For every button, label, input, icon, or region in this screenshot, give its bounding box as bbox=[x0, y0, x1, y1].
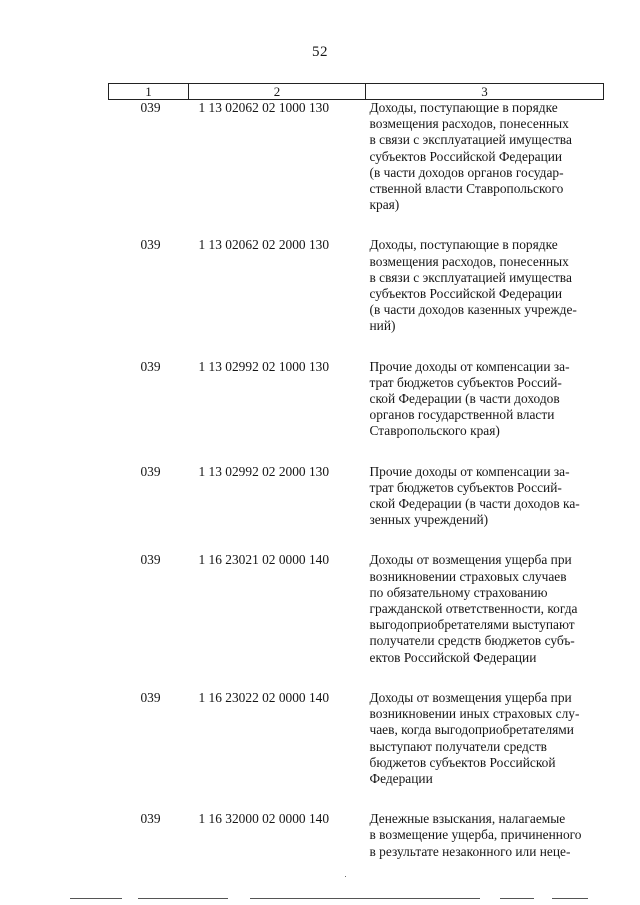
revenue-name-line: зенных учреждений) bbox=[369, 512, 489, 528]
table-row bbox=[109, 237, 604, 334]
revenue-name-line: возмещения расходов, понесенных bbox=[369, 253, 569, 269]
footer-rule-5 bbox=[552, 898, 588, 899]
revenue-name-line: в связи с эксплуатацией имущества bbox=[369, 269, 572, 285]
revenue-name-cell bbox=[366, 811, 604, 860]
row-spacer bbox=[109, 528, 604, 552]
revenue-name-line: ственной власти Ставропольского bbox=[369, 181, 564, 197]
row-spacer-cell bbox=[109, 440, 604, 464]
footer-rule-2 bbox=[138, 898, 228, 899]
kbk-code-cell: 1 13 02062 02 1000 130 bbox=[198, 100, 330, 115]
row-spacer bbox=[109, 213, 604, 237]
revenue-name-line: ний) bbox=[369, 318, 396, 334]
revenue-name-line: (в части доходов органов государ- bbox=[369, 164, 564, 180]
revenue-name-line: трат бюджетов субъектов Россий- bbox=[369, 479, 562, 495]
table-row bbox=[109, 359, 604, 440]
revenue-name-line: Доходы, поступающие в порядке bbox=[369, 237, 558, 253]
revenue-name-line: выгодоприобретателями выступают bbox=[369, 617, 575, 633]
revenue-name-line: Доходы, поступающие в порядке bbox=[369, 100, 558, 115]
admin-code-cell: 039 bbox=[140, 689, 161, 705]
footer-rule-4 bbox=[500, 898, 534, 899]
kbk-code-cell: 1 13 02992 02 1000 130 bbox=[198, 358, 330, 374]
admin-code-cell: 039 bbox=[140, 100, 161, 115]
revenue-name-line: ской Федерации (в части доходов ка- bbox=[369, 496, 580, 512]
scan-speck bbox=[345, 876, 346, 877]
table-body bbox=[109, 100, 604, 860]
row-spacer-cell bbox=[109, 213, 604, 237]
footer-rule-3 bbox=[250, 898, 480, 899]
revenue-name-line: Доходы от возмещения ущерба при bbox=[369, 689, 572, 705]
revenue-name-line: в возмещение ущерба, причиненного bbox=[369, 827, 582, 843]
revenue-name-line: в связи с эксплуатацией имущества bbox=[369, 132, 572, 148]
revenue-name-line: Ставропольского края) bbox=[369, 423, 500, 439]
table-row bbox=[109, 464, 604, 529]
page-number: 52 bbox=[312, 44, 328, 60]
revenue-name-cell bbox=[366, 237, 604, 334]
header-col-3: 3 bbox=[366, 84, 604, 100]
row-spacer-cell bbox=[109, 335, 604, 359]
header-col-2: 2 bbox=[189, 84, 366, 100]
kbk-code-cell: 1 16 23021 02 0000 140 bbox=[198, 552, 330, 568]
table-row bbox=[109, 811, 604, 860]
row-spacer-cell bbox=[109, 666, 604, 690]
footer-rule-1 bbox=[70, 898, 122, 899]
revenue-name-line: субъектов Российской Федерации bbox=[369, 286, 563, 302]
table-header bbox=[109, 84, 604, 100]
row-spacer bbox=[109, 666, 604, 690]
revenue-name-line: бюджетов субъектов Российской bbox=[369, 754, 556, 770]
admin-code-cell: 039 bbox=[140, 237, 161, 253]
kbk-code-cell: 1 13 02992 02 2000 130 bbox=[198, 463, 330, 479]
revenue-name-line: возникновении иных страховых слу- bbox=[369, 706, 580, 722]
revenue-name-cell bbox=[366, 690, 604, 787]
revenue-name-line: края) bbox=[369, 197, 400, 213]
revenue-name-line: ской Федерации (в части доходов bbox=[369, 391, 560, 407]
kbk-code-cell: 1 16 32000 02 0000 140 bbox=[198, 811, 330, 827]
revenue-name-line: гражданской ответственности, когда bbox=[369, 601, 578, 617]
revenue-name-line: Денежные взыскания, налагаемые bbox=[369, 811, 566, 827]
revenue-name-line: выступают получатели средств bbox=[369, 738, 547, 754]
kbk-code-cell: 1 16 23022 02 0000 140 bbox=[198, 689, 330, 705]
row-spacer-cell bbox=[109, 787, 604, 811]
table-row bbox=[109, 100, 604, 214]
revenue-name-line: органов государственной власти bbox=[369, 407, 555, 423]
revenue-name-line: получатели средств бюджетов субъ- bbox=[369, 633, 575, 649]
admin-code-cell: 039 bbox=[140, 811, 161, 827]
revenue-name-cell bbox=[366, 552, 604, 665]
revenue-name-line: в результате незаконного или неце- bbox=[369, 843, 571, 859]
row-spacer-cell bbox=[109, 528, 604, 552]
revenue-name-line: ектов Российской Федерации bbox=[369, 649, 537, 665]
revenue-name-line: Прочие доходы от компенсации за- bbox=[369, 463, 570, 479]
row-spacer bbox=[109, 335, 604, 359]
revenue-name-line: возникновении страховых случаев bbox=[369, 568, 567, 584]
admin-code-cell: 039 bbox=[140, 552, 161, 568]
revenue-codes-table bbox=[108, 83, 604, 860]
revenue-name-line: (в части доходов казенных учрежде- bbox=[369, 302, 577, 318]
row-spacer bbox=[109, 440, 604, 464]
table-header-row bbox=[109, 84, 604, 100]
revenue-name-line: возмещения расходов, понесенных bbox=[369, 116, 569, 132]
admin-code-cell: 039 bbox=[140, 358, 161, 374]
revenue-name-line: по обязательному страхованию bbox=[369, 584, 548, 600]
revenue-name-line: трат бюджетов субъектов Россий- bbox=[369, 374, 562, 390]
revenue-name-cell bbox=[366, 359, 604, 440]
revenue-name-cell bbox=[366, 100, 604, 214]
admin-code-cell: 039 bbox=[140, 463, 161, 479]
revenue-name-cell bbox=[366, 464, 604, 529]
row-spacer bbox=[109, 787, 604, 811]
revenue-name-line: чаев, когда выгодоприобретателями bbox=[369, 722, 574, 738]
table-row bbox=[109, 690, 604, 787]
kbk-code-cell: 1 13 02062 02 2000 130 bbox=[198, 237, 330, 253]
revenue-name-line: Федерации bbox=[369, 770, 433, 786]
revenue-name-line: Прочие доходы от компенсации за- bbox=[369, 358, 570, 374]
revenue-name-line: субъектов Российской Федерации bbox=[369, 148, 563, 164]
header-col-1: 1 bbox=[109, 84, 189, 100]
table-row bbox=[109, 552, 604, 665]
revenue-name-line: Доходы от возмещения ущерба при bbox=[369, 552, 572, 568]
